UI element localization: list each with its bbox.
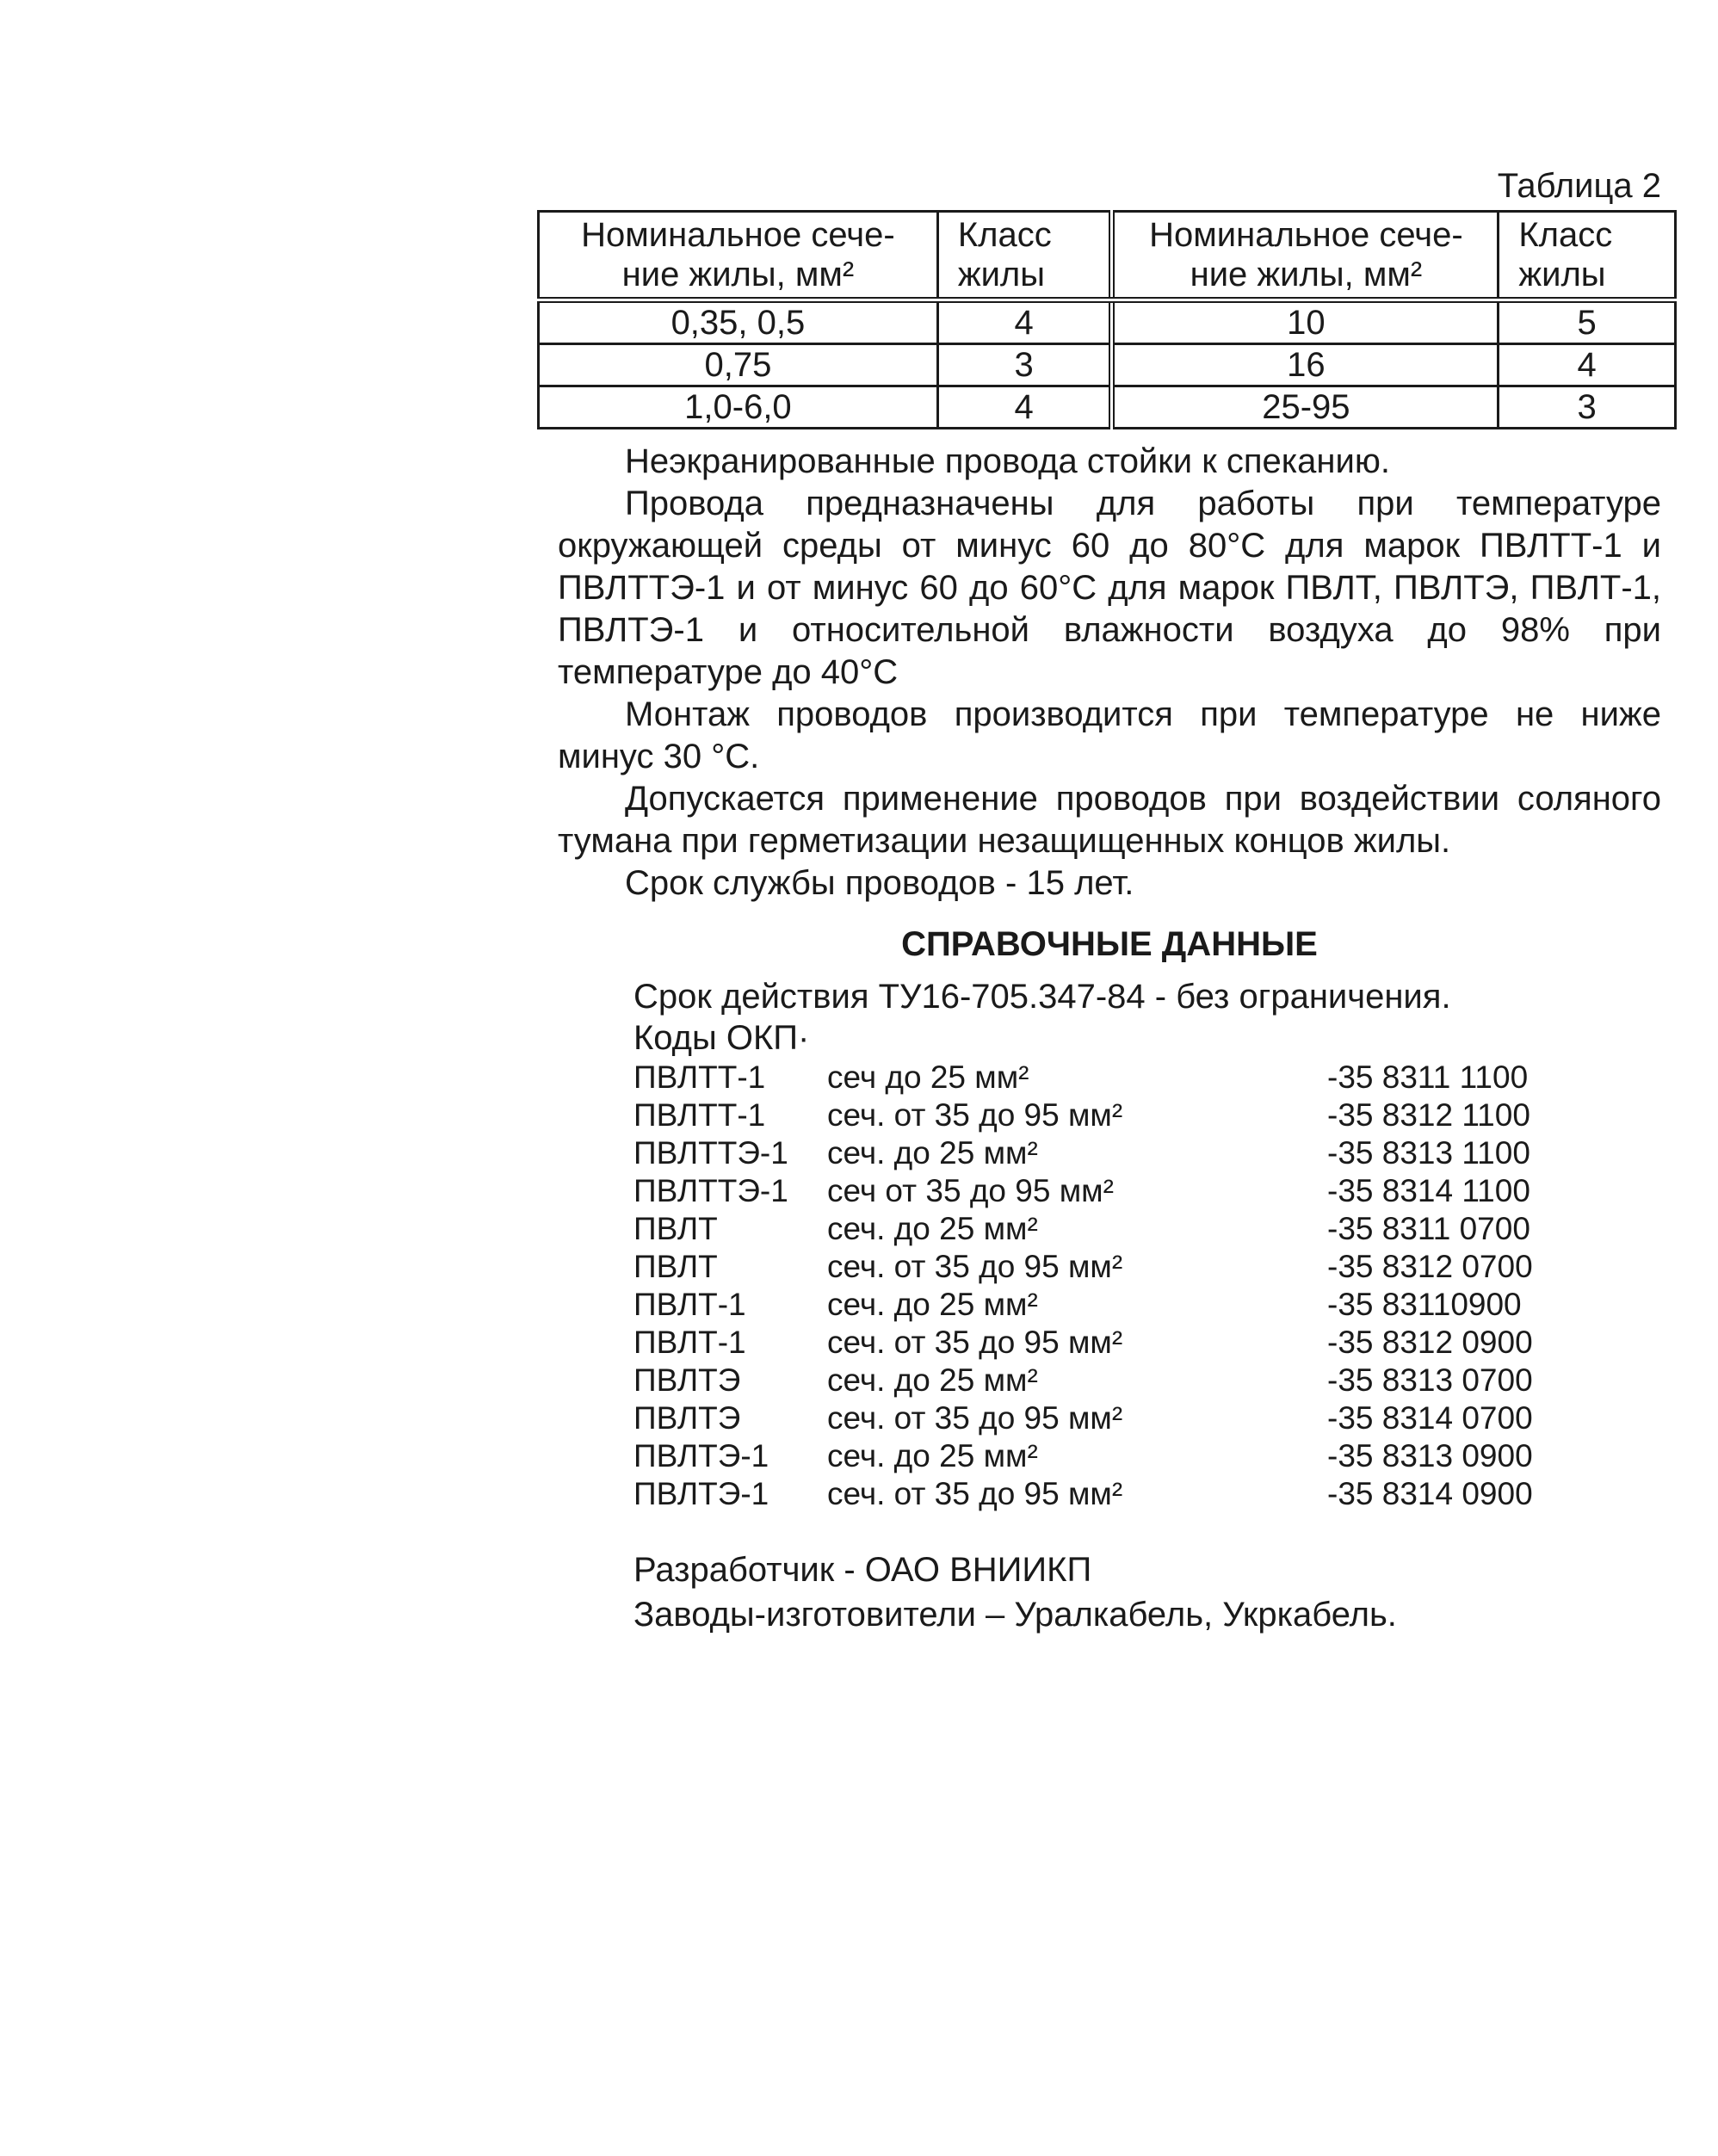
table-row [539, 386, 1676, 429]
wire-mark: ПВЛТЭ [633, 1362, 741, 1398]
list-item [633, 1362, 1632, 1399]
okp-codes-list [633, 1059, 1632, 1513]
wire-mark: ПВЛТ [633, 1249, 718, 1284]
okp-code: -35 8312 0700 [1327, 1249, 1533, 1284]
wire-mark: ПВЛТ-1 [633, 1325, 746, 1360]
okp-code: -35 83110900 [1327, 1287, 1522, 1322]
paragraph: Монтаж проводов производится при температуре не ниже минус 30 °С. [558, 695, 1661, 775]
table-cell: 3 [1499, 386, 1676, 429]
wire-section: сеч. до 25 мм² [827, 1211, 1038, 1246]
wire-section: сеч. от 35 до 95 мм² [827, 1325, 1123, 1360]
okp-code: -35 8313 0700 [1327, 1362, 1533, 1398]
wire-section: сеч. до 25 мм² [827, 1438, 1038, 1473]
header-class-2: Класс жилы [1499, 212, 1676, 300]
wire-mark: ПВЛТЭ-1 [633, 1438, 769, 1473]
wire-mark: ПВЛТТЭ-1 [633, 1173, 788, 1208]
okp-code: -35 8311 1100 [1327, 1059, 1529, 1095]
okp-code: -35 8314 0700 [1327, 1400, 1533, 1436]
list-item [633, 1248, 1632, 1286]
wire-mark: ПВЛТТ-1 [633, 1097, 766, 1133]
table-cell: 0,35, 0,5 [539, 300, 938, 344]
wire-mark: ПВЛТТ-1 [633, 1059, 766, 1095]
okp-code: -35 8313 0900 [1327, 1438, 1533, 1473]
wire-section: сеч от 35 до 95 мм² [827, 1173, 1114, 1208]
paragraph: Срок службы проводов - 15 лет. [625, 864, 1134, 902]
body-text [558, 441, 1661, 905]
list-item [633, 1324, 1632, 1362]
paragraph: Допускается применение проводов при воздействии соляного тумана при герметизации незащищенных концов жилы. [558, 780, 1661, 860]
okp-code: -35 8312 0900 [1327, 1325, 1533, 1360]
manufacturers-line: Заводы-изготовители – Уралкабель, Укркабель. [633, 1596, 1397, 1634]
table-cell: 4 [1499, 344, 1676, 386]
codes-label: Коды ОКП· [633, 1019, 810, 1057]
wire-section: сеч. до 25 мм² [827, 1135, 1038, 1171]
table-cell: 16 [1112, 344, 1499, 386]
wire-mark: ПВЛТЭ-1 [633, 1476, 769, 1511]
validity-line: Срок действия ТУ16-705.347-84 - без ограничения. [633, 978, 1451, 1016]
table-cell: 5 [1499, 300, 1676, 344]
table-cell: 4 [937, 386, 1112, 429]
okp-code: -35 8313 1100 [1327, 1135, 1530, 1171]
okp-code: -35 8312 1100 [1327, 1097, 1530, 1133]
list-item [633, 1172, 1632, 1210]
list-item [633, 1097, 1632, 1134]
table-cell: 4 [937, 300, 1112, 344]
wire-section: сеч. до 25 мм² [827, 1362, 1038, 1398]
section-heading: СПРАВОЧНЫЕ ДАННЫЕ [901, 925, 1318, 963]
developer-line: Разработчик - ОАО ВНИИКП [633, 1551, 1092, 1589]
okp-code: -35 8311 0700 [1327, 1211, 1530, 1246]
list-item [633, 1059, 1632, 1097]
header-cross-section-2: Номинальное сече- ние жилы, мм² [1112, 212, 1499, 300]
wire-mark: ПВЛТЭ [633, 1400, 741, 1436]
list-item [633, 1437, 1632, 1475]
okp-code: -35 8314 1100 [1327, 1173, 1530, 1208]
wire-section: сеч. до 25 мм² [827, 1287, 1038, 1322]
table-cell: 3 [937, 344, 1112, 386]
list-item [633, 1210, 1632, 1248]
list-item [633, 1475, 1632, 1513]
paragraph: Провода предназначены для работы при температуре окружающей среды от минус 60 до 80°С для марок ПВЛТТ-1 и ПВЛТТЭ-1 и от минус 60 до 60°С для марок ПВЛТ, ПВЛТЭ, ПВЛТ-1, ПВЛТЭ-1 и относительной влажности воздуха до 98% при температуре до 40°С [558, 485, 1661, 691]
table-caption: Таблица 2 [1497, 167, 1661, 205]
core-class-table [537, 210, 1677, 429]
wire-section: сеч. от 35 до 95 мм² [827, 1476, 1123, 1511]
list-item [633, 1286, 1632, 1324]
wire-mark: ПВЛТ-1 [633, 1287, 746, 1322]
table-cell: 0,75 [539, 344, 938, 386]
wire-section: сеч до 25 мм² [827, 1059, 1029, 1095]
table-row [539, 344, 1676, 386]
table-header-row [539, 212, 1676, 300]
wire-section: сеч. от 35 до 95 мм² [827, 1249, 1123, 1284]
list-item [633, 1134, 1632, 1172]
table-row [539, 300, 1676, 344]
wire-mark: ПВЛТТЭ-1 [633, 1135, 788, 1171]
header-class-1: Класс жилы [937, 212, 1112, 300]
table-cell: 1,0-6,0 [539, 386, 938, 429]
wire-section: сеч. от 35 до 95 мм² [827, 1400, 1123, 1436]
paragraph: Неэкранированные провода стойки к спеканию. [625, 442, 1390, 480]
okp-code: -35 8314 0900 [1327, 1476, 1533, 1511]
header-cross-section-1: Номинальное сече- ние жилы, мм² [539, 212, 938, 300]
table-cell: 10 [1112, 300, 1499, 344]
list-item [633, 1399, 1632, 1437]
wire-section: сеч. от 35 до 95 мм² [827, 1097, 1123, 1133]
wire-mark: ПВЛТ [633, 1211, 718, 1246]
table-cell: 25-95 [1112, 386, 1499, 429]
